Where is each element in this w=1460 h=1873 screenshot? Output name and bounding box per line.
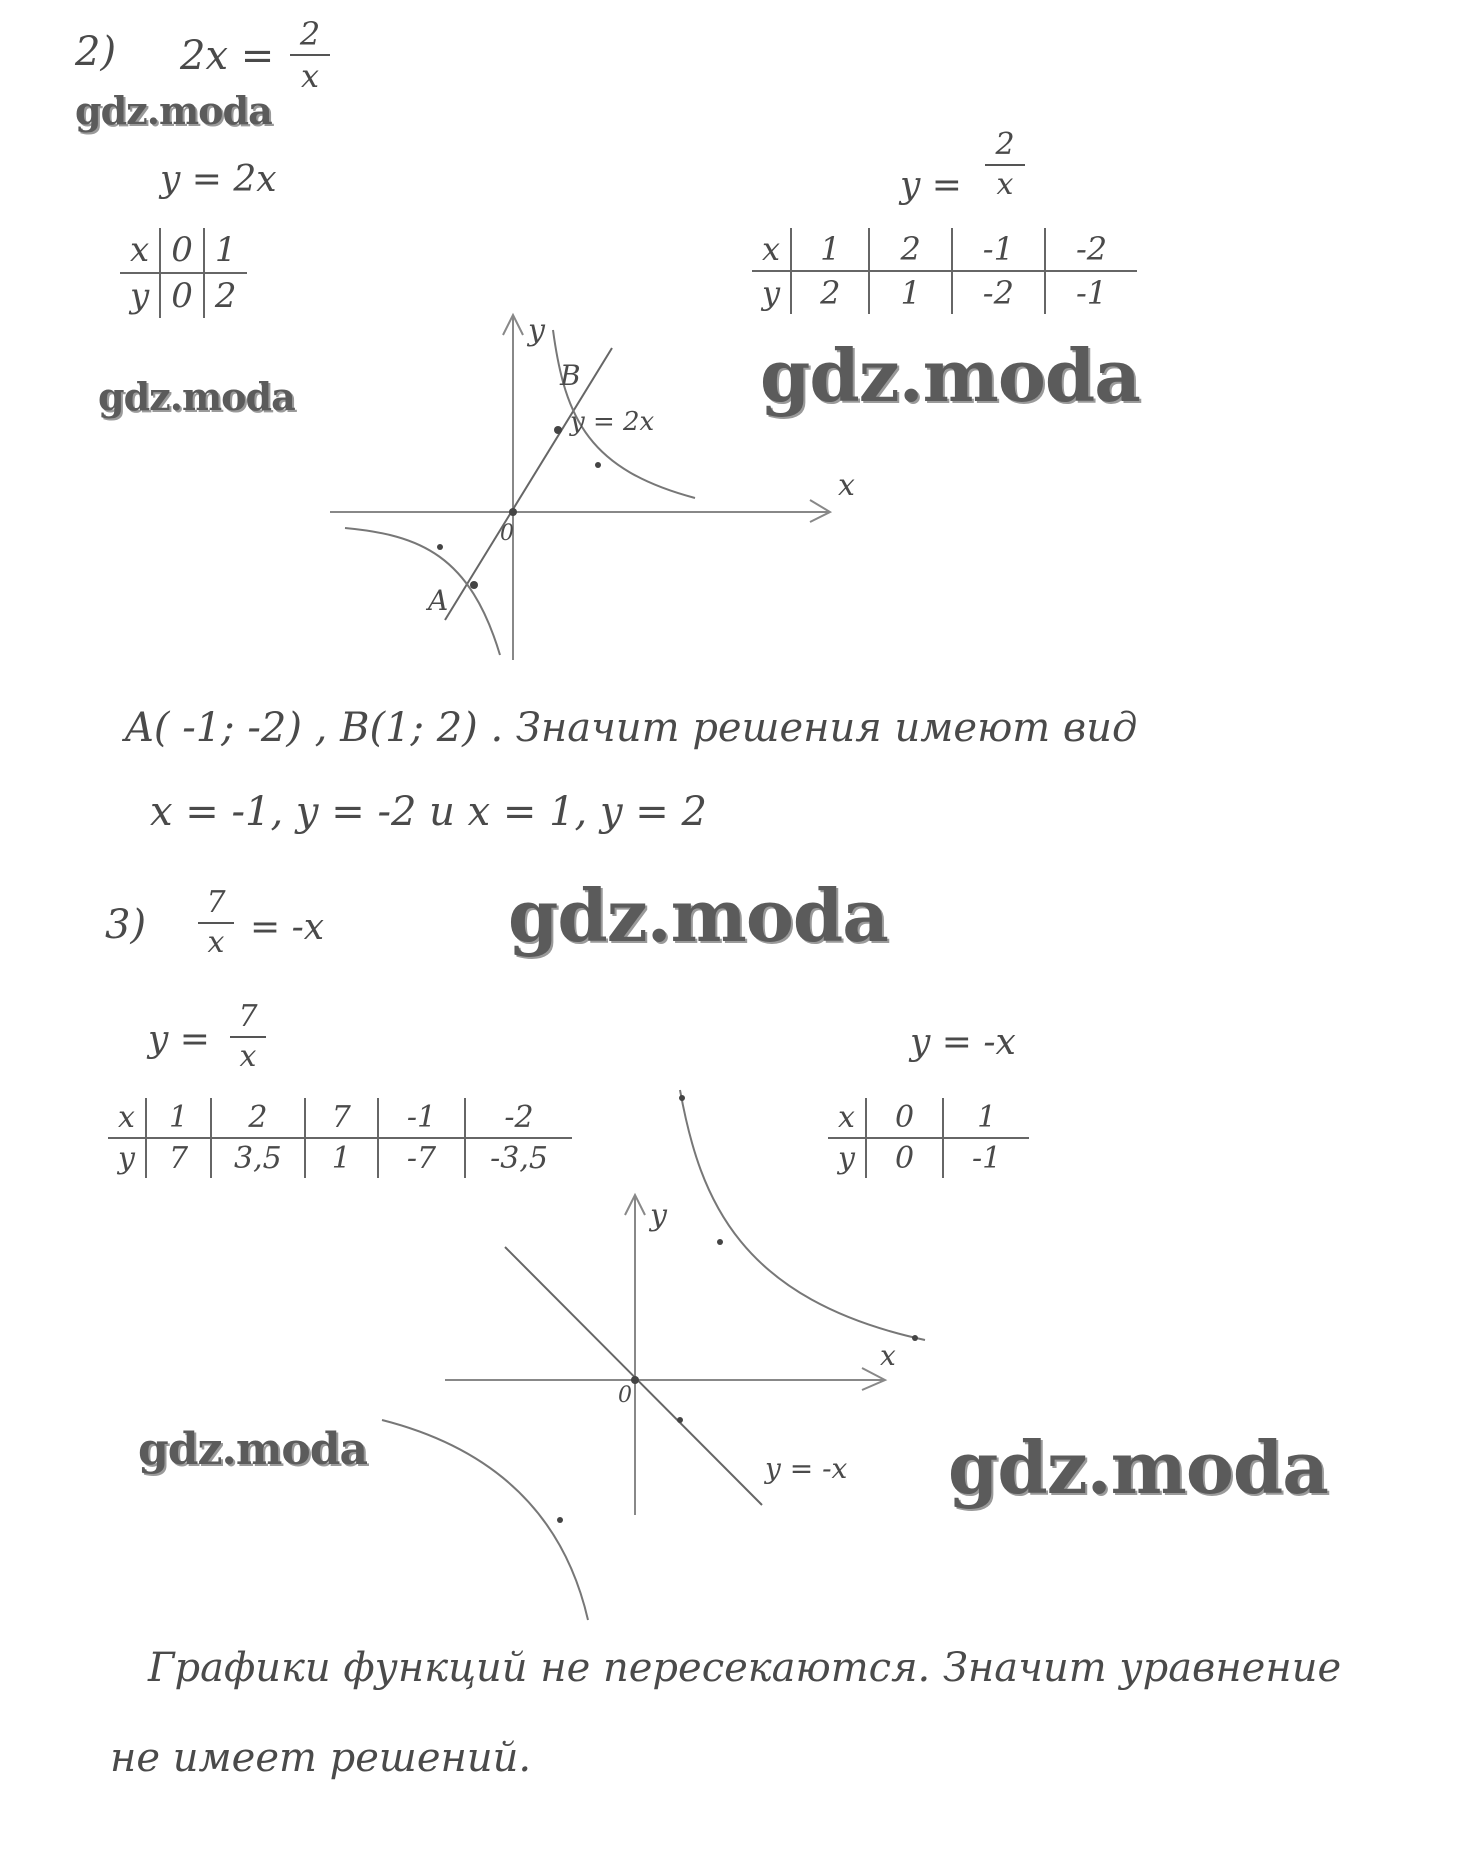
part2-hyper-title-left: y = [900,165,962,206]
table-cell: 0 [866,1138,943,1178]
table-cell: x [120,228,160,273]
fraction-denominator: x [207,925,225,960]
fraction-numerator: 7 [206,885,226,920]
table-cell: 2 [869,228,951,271]
table-cell: -7 [378,1138,465,1178]
part3-answer-line2: не имеет решений. [110,1735,532,1781]
fraction-denominator: x [300,57,320,95]
axis-label-x: x [880,1339,896,1372]
watermark: gdz.moda [508,873,888,958]
fraction-numerator: 7 [238,999,258,1034]
graph-dot [717,1239,723,1245]
line-y-minus-x [505,1247,762,1505]
table-cell: 1 [943,1098,1029,1138]
table-cell: -1 [943,1138,1029,1178]
table-cell: x [108,1098,146,1138]
part2-answer-line1: A( -1; -2) , B(1; 2) . Значит решения имеют вид [125,705,1138,751]
table-cell: 7 [146,1138,211,1178]
fraction-denominator: x [996,167,1014,202]
table-cell: 2 [791,271,869,314]
graph-dot [679,1095,685,1101]
part3-equation-right: = -x [250,907,325,948]
axis-label-y: y [650,1198,667,1233]
watermark: gdz.moda [948,1425,1328,1510]
part2-answer-line2: x = -1, y = -2 и x = 1, y = 2 [150,789,707,835]
line-label: y = 2x [570,407,655,437]
watermark: gdz.moda [98,374,295,419]
table-cell: y [762,274,781,312]
graph-dot [677,1417,683,1423]
fraction-numerator: 2 [995,127,1015,162]
part3-answer-line1: Графики функций не пересекаются. Значит уравнение [148,1645,1342,1691]
part2-label: 2) [75,29,117,75]
table-cell: x [828,1098,866,1138]
table-cell: 0 [866,1098,943,1138]
table-cell: y [130,276,150,316]
part2-linear-title: y = 2x [160,159,277,200]
axis-label-x: x [838,468,855,503]
table-cell: y [118,1141,135,1176]
table-cell: 1 [791,228,869,271]
hyperbola-branch-positive [680,1090,925,1340]
table-cell: 0 [160,273,204,318]
table-cell: 1 [305,1138,378,1178]
line-label: y = -x [765,1452,848,1485]
part3-hyper-title-left: y = [148,1019,210,1060]
table-cell: 2 [204,273,247,318]
table-cell: -2 [465,1098,572,1138]
watermark: gdz.moda [138,1424,368,1475]
table-cell: -2 [952,271,1045,314]
table-cell: -1 [952,228,1045,271]
table-cell: -2 [1045,228,1137,271]
table-cell: y [838,1141,855,1176]
table-cell: x [752,228,791,271]
graph-dot [912,1335,918,1341]
table-cell: -1 [1045,271,1137,314]
part3-linear-title: y = -x [910,1022,1016,1063]
watermark: gdz.moda [75,88,272,133]
table-cell: 2 [211,1098,305,1138]
table-cell: 1 [204,228,247,273]
point-a-label: A [428,584,449,617]
origin-label: 0 [500,521,514,546]
fraction-denominator: x [239,1039,257,1074]
table-cell: 1 [146,1098,211,1138]
watermark: gdz.moda [760,333,1140,418]
graph-dot [557,1517,563,1523]
origin-label: 0 [618,1383,632,1408]
table-cell: 1 [869,271,951,314]
table-cell: -1 [378,1098,465,1138]
axis-label-y: y [528,313,545,348]
table-cell: -3,5 [465,1138,572,1178]
table-cell: 0 [160,228,204,273]
table-cell: 3,5 [211,1138,305,1178]
point-b-label: B [560,359,581,392]
table-cell: 7 [305,1098,378,1138]
origin-marker [631,1376,639,1384]
fraction-numerator: 2 [299,15,321,53]
part2-equation-left: 2x = [180,33,275,79]
part3-label: 3) [105,902,147,948]
